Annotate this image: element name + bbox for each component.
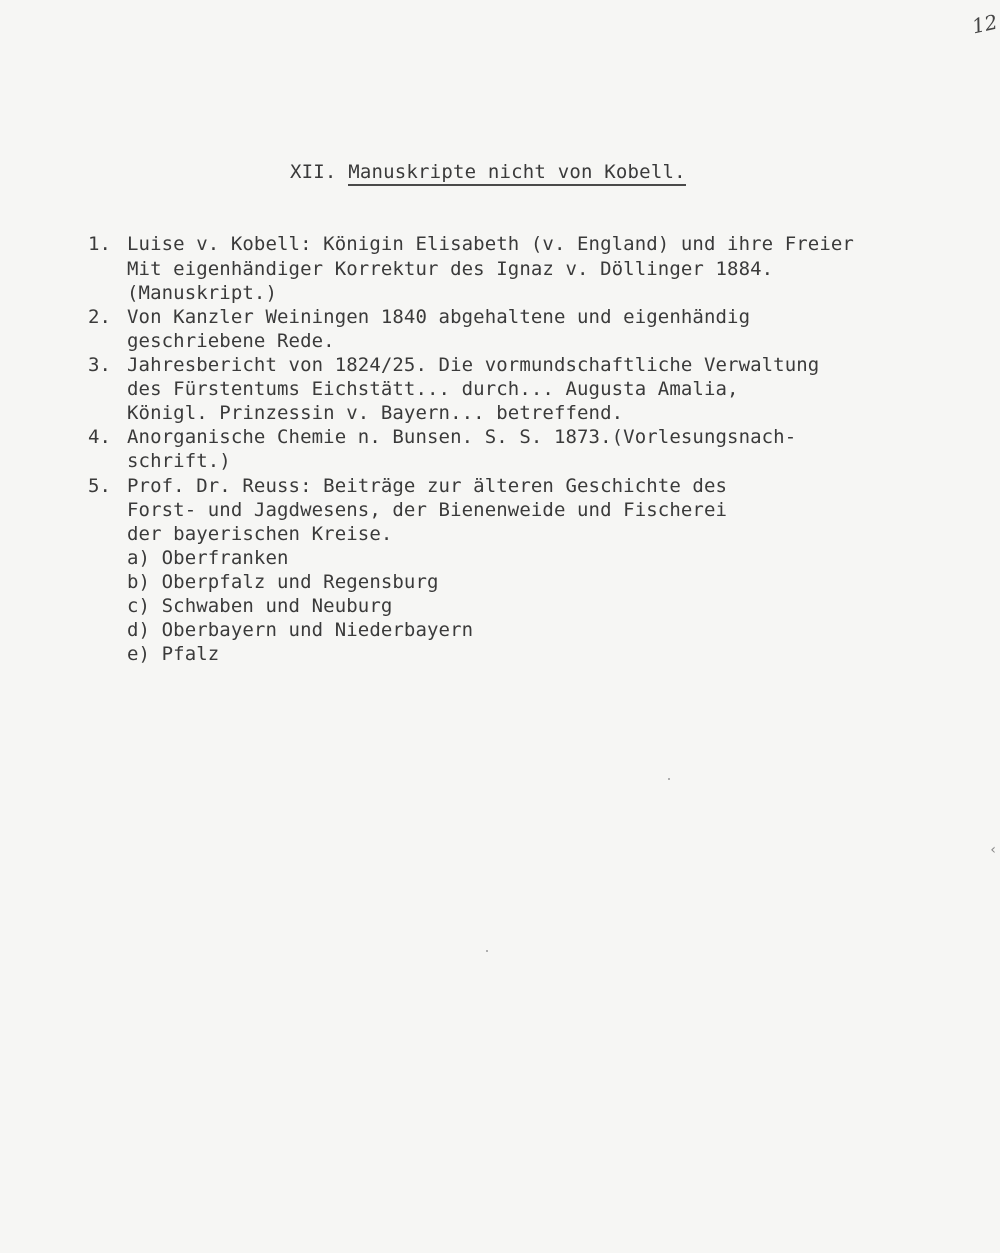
item-4-line-1: Anorganische Chemie n. Bunsen. S. S. 1873.(Vorlesungsnach-: [127, 426, 797, 448]
heading-title: Manuskripte nicht von Kobell.: [348, 161, 686, 186]
page-number: 12: [969, 9, 1000, 39]
item-number-4: 4.: [88, 426, 112, 448]
item-number-3: 3.: [88, 354, 112, 376]
subitem-a: a) Oberfranken: [127, 547, 289, 569]
item-3-line-2: des Fürstentums Eichstätt... durch... Augusta Amalia,: [127, 378, 739, 400]
subitem-d: d) Oberbayern und Niederbayern: [127, 619, 474, 641]
item-number-2: 2.: [88, 306, 112, 328]
item-2-line-1: Von Kanzler Weiningen 1840 abgehaltene und eigenhändig: [127, 306, 751, 328]
item-5-line-2: Forst- und Jagdwesens, der Bienenweide und Fischerei: [127, 499, 728, 521]
paper-speck: [486, 950, 488, 952]
item-2-line-2: geschriebene Rede.: [127, 330, 335, 352]
section-heading: [290, 161, 686, 183]
item-4-line-2: schrift.): [127, 450, 231, 472]
subitem-c: c) Schwaben und Neuburg: [127, 595, 393, 617]
item-3-line-3: Königl. Prinzessin v. Bayern... betreffend.: [127, 402, 624, 424]
item-5-line-1: Prof. Dr. Reuss: Beiträge zur älteren Geschichte des: [127, 475, 728, 497]
item-1-line-3: (Manuskript.): [127, 282, 278, 304]
subitem-b: b) Oberpfalz und Regensburg: [127, 571, 439, 593]
paper-speck: [668, 778, 670, 780]
item-number-5: 5.: [88, 475, 112, 497]
item-number-1: 1.: [88, 233, 112, 255]
item-3-line-1: Jahresbericht von 1824/25. Die vormundschaftliche Verwaltung: [127, 354, 820, 376]
item-5-line-3: der bayerischen Kreise.: [127, 523, 393, 545]
item-1-line-2: Mit eigenhändiger Korrektur des Ignaz v. Döllinger 1884.: [127, 258, 774, 280]
heading-prefix: XII.: [290, 161, 349, 183]
margin-mark: ‹: [989, 842, 998, 858]
item-1-line-1: Luise v. Kobell: Königin Elisabeth (v. England) und ihre Freier: [127, 233, 854, 255]
subitem-e: e) Pfalz: [127, 643, 220, 665]
